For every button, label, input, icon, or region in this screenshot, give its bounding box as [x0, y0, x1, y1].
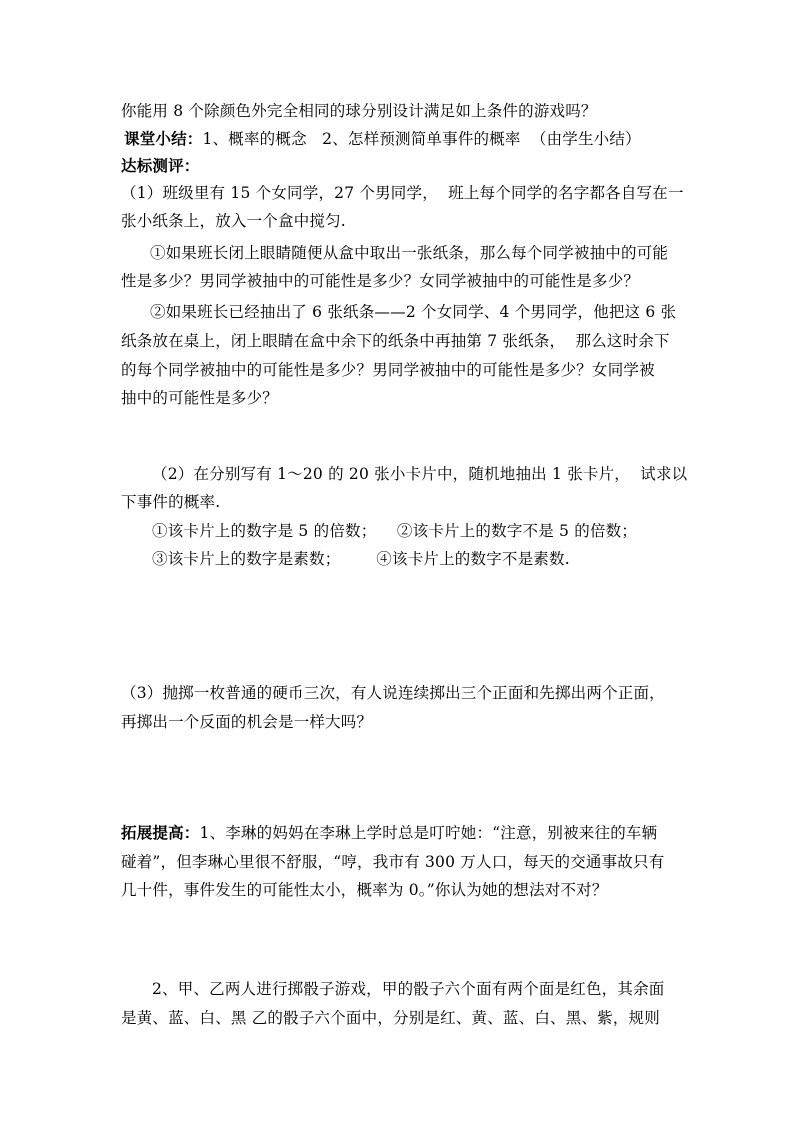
q2-line-2: 下事件的概率.	[121, 493, 221, 511]
ext2-line-1: 2、甲、乙两人进行掷骰子游戏，甲的骰子六个面有两个面是红色，其余面	[152, 980, 665, 998]
summary-text: 1、概率的概念 2、怎样预测简单事件的概率 （由学生小结）	[202, 130, 641, 148]
q1-line-2: 张小纸条上，放入一个盒中搅匀.	[121, 212, 346, 230]
q1-line-7: 的每个同学被抽中的可能性是多少？男同学被抽中的可能性是多少？女同学被	[121, 361, 655, 379]
ext-line-1	[121, 822, 657, 844]
ext2-line-2: 是黄、蓝、白、黑 乙的骰子六个面中，分别是红、黄、蓝、白、黑、紫，规则	[121, 1009, 660, 1027]
summary-label: 课堂小结：	[124, 129, 203, 148]
q2-line-4: ③该卡片上的数字是素数； ④该卡片上的数字不是素数.	[152, 550, 570, 568]
q3-line-2: 再掷出一个反面的机会是一样大吗？	[121, 713, 373, 731]
q2-line-3: ①该卡片上的数字是 5 的倍数； ②该卡片上的数字不是 5 的倍数；	[152, 522, 638, 540]
ext-line-2: 碰着”，但李琳心里很不舒服，“哼，我市有 300 万人口，每天的交通事故只有	[121, 853, 665, 871]
summary-line	[124, 128, 641, 150]
q1-line-3: ①如果班长闭上眼睛随便从盒中取出一张纸条，那么每个同学被抽中的可能	[150, 244, 669, 262]
ext-text-1: 1、李琳的妈妈在李琳上学时总是叮咛她：“注意，别被来往的车辆	[199, 824, 658, 842]
ext-line-3: 几十件，事件发生的可能性太小，概率为 0。”你认为她的想法对不对？	[121, 881, 608, 899]
q2-line-1: （2）在分别写有 1～20 的 20 张小卡片中，随机地抽出 1 张卡片， 试求以	[152, 465, 688, 483]
q1-line-8: 抽中的可能性是多少？	[121, 389, 279, 407]
q1-line-6: 纸条放在桌上，闭上眼睛在盒中余下的纸条中再抽第 7 张纸条， 那么这时余下	[121, 332, 670, 350]
q1-line-1: （1）班级里有 15 个女同学，27 个男同学， 班上每个同学的名字都各自写在一	[121, 184, 684, 202]
intro-line: 你能用 8 个除颜色外完全相同的球分别设计满足如上条件的游戏吗？	[121, 102, 597, 120]
q1-line-5: ②如果班长已经抽出了 6 张纸条——2 个女同学、4 个男同学，他把这 6 张	[150, 303, 677, 321]
test-label: 达标测评：	[121, 156, 200, 175]
ext-label: 拓展提高：	[121, 823, 200, 842]
q3-line-1: （3）抛掷一枚普通的硬币三次，有人说连续掷出三个正面和先掷出两个正面，	[121, 684, 665, 702]
q1-line-4: 性是多少？男同学被抽中的可能性是多少？女同学被抽中的可能性是多少？	[121, 272, 640, 290]
